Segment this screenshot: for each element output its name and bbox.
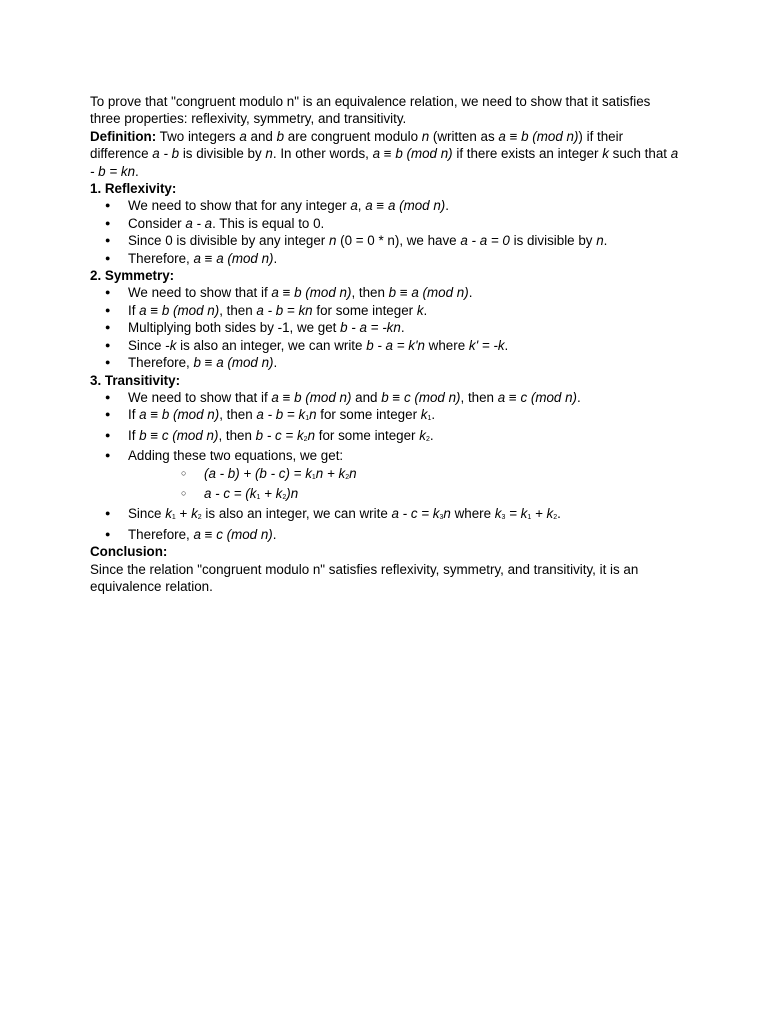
- math-expr: )n: [286, 485, 299, 501]
- text-span: , then: [218, 427, 256, 443]
- sub-list-item: [128, 485, 680, 505]
- text-span: is also an integer, we can write: [201, 506, 392, 522]
- subscript: 1: [305, 415, 310, 423]
- text-span: We need to show that for any integer: [128, 198, 351, 214]
- text-span: is divisible by: [179, 146, 266, 162]
- math-expr: a ≡ b (mod n): [498, 128, 579, 144]
- math-expr: n + k: [315, 465, 346, 481]
- text-span: .: [272, 526, 277, 542]
- math-expr: b ≡ a (mod n): [388, 285, 469, 301]
- math-var: n: [596, 233, 604, 249]
- text-span: . This is equal to 0.: [212, 215, 325, 231]
- math-var: k: [602, 146, 609, 162]
- text-span: If: [128, 302, 140, 318]
- symmetry-list: [90, 284, 680, 371]
- definition-label: Definition:: [90, 128, 157, 144]
- text-span: where: [424, 337, 469, 353]
- math-expr: a - b = kn: [90, 146, 679, 179]
- text-span: .: [504, 337, 509, 353]
- math-var: n: [328, 233, 337, 249]
- text-span: We need to show that if: [128, 389, 272, 405]
- math-expr: b ≡ a (mod n): [193, 355, 274, 371]
- list-item: [90, 250, 680, 267]
- math-var: n: [443, 506, 451, 522]
- list-item: [90, 302, 680, 319]
- math-expr: a ≡ c (mod n): [193, 526, 273, 542]
- math-expr: b - a = -kn: [340, 320, 401, 336]
- math-var: k: [165, 506, 172, 522]
- subscript: 1: [427, 415, 432, 423]
- text-span: .: [400, 320, 405, 336]
- text-span: .: [273, 355, 278, 371]
- text-span: ,: [357, 198, 366, 214]
- text-span: , then: [219, 302, 257, 318]
- sub-list: [128, 465, 680, 506]
- text-span: Therefore,: [128, 355, 194, 371]
- list-item: [90, 505, 680, 525]
- text-span: is divisible by: [509, 233, 597, 249]
- math-var: k: [420, 407, 428, 423]
- math-expr: a ≡ b (mod n): [372, 146, 453, 162]
- text-span: where: [450, 506, 495, 522]
- text-span: , then: [460, 389, 498, 405]
- text-span: Multiplying both sides by -1, we get: [128, 320, 341, 336]
- symmetry-heading: 2. Symmetry:: [90, 268, 175, 284]
- list-item: [90, 319, 680, 336]
- text-span: .: [445, 198, 449, 214]
- text-span: .: [577, 389, 581, 405]
- subscript: 2: [345, 473, 350, 481]
- text-span: Since -: [128, 337, 170, 353]
- math-expr: a ≡ c (mod n): [497, 389, 577, 405]
- math-expr: b - c = k: [255, 427, 304, 443]
- math-var: k: [494, 506, 502, 522]
- text-span: .: [431, 407, 436, 423]
- text-span: Two integers: [156, 128, 240, 144]
- list-item: [90, 406, 680, 426]
- reflexivity-list: [90, 197, 680, 267]
- math-var: k: [191, 506, 198, 522]
- subscript: 2: [282, 493, 287, 501]
- text-span: .: [557, 506, 561, 522]
- definition-paragraph: [90, 128, 680, 180]
- math-expr: b ≡ c (mod n): [139, 427, 219, 443]
- math-expr: b - a = k'n: [366, 337, 425, 353]
- math-var: k: [169, 337, 177, 353]
- text-span: .: [468, 285, 473, 301]
- text-span: Since 0 is divisible by any integer: [128, 233, 329, 249]
- text-span: . In other words,: [272, 146, 373, 162]
- subscript: 3: [439, 514, 444, 522]
- text-span: Therefore,: [128, 526, 194, 542]
- list-item: [90, 232, 680, 249]
- math-var: n: [265, 146, 273, 162]
- text-span: such that: [608, 146, 671, 162]
- math-var: a: [239, 128, 247, 144]
- math-expr: + k: [260, 485, 283, 501]
- subscript: 2: [303, 435, 308, 443]
- text-span: Consider: [128, 215, 186, 231]
- sub-list-item: [128, 465, 680, 485]
- text-span: .: [273, 250, 278, 266]
- text-span: (0 = 0 * n), we have: [336, 233, 461, 249]
- text-span: .: [423, 302, 428, 318]
- subscript: 3: [501, 514, 506, 522]
- document-body: [90, 93, 680, 595]
- text-span: and: [351, 389, 382, 405]
- transitivity-list: [90, 389, 680, 543]
- math-expr: a - a = 0: [460, 233, 510, 249]
- text-span: and: [246, 128, 277, 144]
- math-expr: a - c = k: [391, 506, 440, 522]
- math-expr: a ≡ b (mod n): [139, 407, 220, 423]
- text-span: .: [429, 427, 434, 443]
- text-span: for some integer: [312, 302, 417, 318]
- text-span: If: [128, 427, 140, 443]
- text-span: ) if their difference: [90, 128, 624, 162]
- math-var: a: [350, 198, 358, 214]
- list-item: [90, 427, 680, 447]
- list-item: [90, 284, 680, 301]
- math-expr: a - b = kn: [256, 302, 313, 318]
- text-span: , then: [351, 285, 389, 301]
- conclusion-heading: Conclusion:: [90, 544, 168, 560]
- subscript: 2: [197, 514, 202, 522]
- math-expr: + k: [531, 506, 554, 522]
- subscript: 2: [425, 435, 430, 443]
- text-span: Therefore,: [128, 250, 194, 266]
- subscript: 1: [311, 473, 316, 481]
- subscript: 1: [527, 514, 532, 522]
- math-expr: a ≡ b (mod n): [271, 285, 352, 301]
- text-span: Since: [128, 506, 166, 522]
- conclusion-paragraph: Since the relation "congruent modulo n" satisfies reflexivity, symmetry, and transitivity, it is an equivalence relation.: [90, 561, 639, 594]
- math-expr: = k: [505, 506, 528, 522]
- list-item: [90, 354, 680, 371]
- text-span: .: [603, 233, 608, 249]
- reflexivity-heading: 1. Reflexivity:: [90, 181, 177, 197]
- text-span: .: [135, 163, 139, 179]
- text-span: for some integer: [316, 407, 421, 423]
- text-span: for some integer: [315, 427, 420, 443]
- math-var: k: [416, 302, 424, 318]
- intro-paragraph: To prove that "congruent modulo n" is an equivalence relation, we need to show that it satisfies three properties: reflexivity, symmetry, and transitivity.: [90, 94, 651, 127]
- text-span: are congruent modulo: [284, 128, 422, 144]
- list-item: [90, 447, 680, 505]
- math-var: n: [309, 407, 317, 423]
- list-item: [90, 526, 680, 543]
- text-span: We need to show that if: [128, 285, 272, 301]
- math-var: k: [419, 427, 426, 443]
- math-expr: a ≡ b (mod n): [271, 389, 352, 405]
- list-item: [90, 197, 680, 214]
- math-expr: k' = -k: [468, 337, 505, 353]
- math-expr: b ≡ c (mod n): [381, 389, 461, 405]
- subscript: 1: [171, 514, 176, 522]
- list-item: [90, 337, 680, 354]
- math-expr: (a - b) + (b - c) = k: [204, 465, 312, 481]
- math-expr: a - a: [185, 215, 213, 231]
- math-expr: a ≡ a (mod n): [365, 198, 446, 214]
- text-span: +: [175, 506, 192, 522]
- math-expr: a ≡ a (mod n): [193, 250, 274, 266]
- subscript: 2: [553, 514, 558, 522]
- math-expr: n: [349, 465, 357, 481]
- math-var: n: [421, 128, 430, 144]
- math-expr: a ≡ b (mod n): [139, 302, 220, 318]
- list-item: [90, 389, 680, 406]
- math-expr: a - c = (k: [204, 485, 257, 501]
- list-item: [90, 215, 680, 232]
- text-span: is also an integer, we can write: [176, 337, 367, 353]
- subscript: 1: [256, 493, 261, 501]
- text-span: If: [128, 407, 140, 423]
- math-var: b: [276, 128, 285, 144]
- math-expr: a - b = k: [256, 407, 306, 423]
- math-expr: a - b: [152, 146, 180, 162]
- text-span: Adding these two equations, we get:: [128, 448, 344, 464]
- math-var: n: [307, 427, 316, 443]
- text-span: , then: [219, 407, 257, 423]
- transitivity-heading: 3. Transitivity:: [90, 372, 181, 388]
- text-span: if there exists an integer: [452, 146, 603, 162]
- text-span: (written as: [429, 128, 499, 144]
